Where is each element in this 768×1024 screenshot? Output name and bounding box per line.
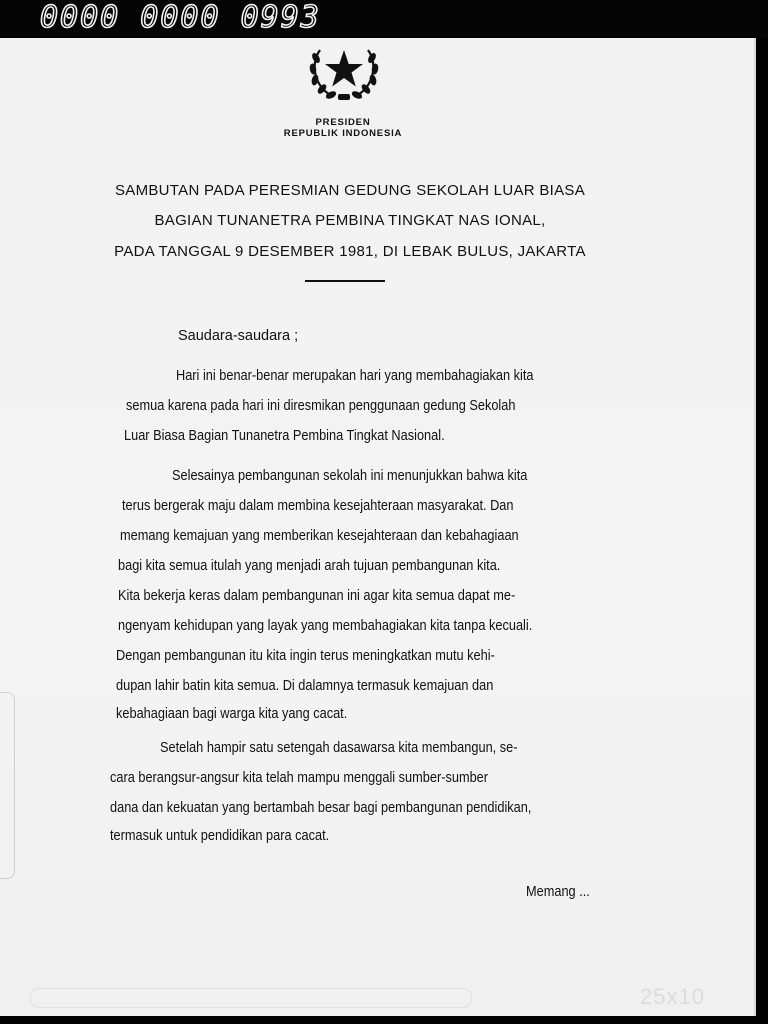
film-frame-top (0, 0, 768, 40)
paragraph-3-line: dana dan kekuatan yang bertambah besar bagi pembangunan pendidikan, (110, 800, 532, 816)
paragraph-3-line: cara berangsur-angsur kita telah mampu menggali sumber-sumber (110, 770, 489, 786)
catchword: Memang ... (526, 884, 590, 900)
scan-artifact (30, 988, 472, 1008)
salutation: Saudara-saudara ; (178, 328, 299, 344)
paragraph-1-line: semua karena pada hari ini diresmikan penggunaan gedung Sekolah (126, 398, 516, 414)
paragraph-3-line: termasuk untuk pendidikan para cacat. (110, 828, 330, 844)
presidential-emblem (302, 38, 386, 104)
title-underline (305, 280, 385, 282)
title-line-1: SAMBUTAN PADA PERESMIAN GEDUNG SEKOLAH LUAR BIASA (114, 182, 586, 199)
paragraph-1-line: Hari ini benar-benar merupakan hari yang membahagiakan kita (176, 368, 534, 384)
film-frame-right (756, 38, 768, 1024)
margin-mark (0, 692, 15, 879)
letterhead-republic: REPUBLIK INDONESIA (283, 128, 403, 139)
paragraph-2-line: Dengan pembangunan itu kita ingin terus meningkatkan mutu kehi- (116, 648, 495, 664)
paragraph-2-line: terus bergerak maju dalam membina kesejahteraan masyarakat. Dan (122, 498, 514, 514)
paragraph-2-line: kebahagiaan bagi warga kita yang cacat. (116, 706, 348, 722)
paragraph-1-line: Luar Biasa Bagian Tunanetra Pembina Tingkat Nasional. (124, 428, 445, 444)
frame-number: 0000 0000 0993 (40, 0, 321, 35)
title-line-3: PADA TANGGAL 9 DESEMBER 1981, DI LEBAK BULUS, JAKARTA (114, 243, 586, 260)
paragraph-2-line: dupan lahir batin kita semua. Di dalamnya termasuk kemajuan dan (116, 678, 494, 694)
paragraph-2-line: bagi kita semua itulah yang menjadi arah tujuan pembangunan kita. (118, 558, 501, 574)
title-line-2: BAGIAN TUNANETRA PEMBINA TINGKAT NAS IONAL, (154, 212, 546, 229)
paragraph-2-line: Kita bekerja keras dalam pembangunan ini agar kita semua dapat me- (118, 588, 516, 604)
letterhead-president: PRESIDEN (315, 117, 371, 128)
paragraph-2-line: Selesainya pembangunan sekolah ini menunjukkan bahwa kita (172, 468, 528, 484)
paragraph-3-line: Setelah hampir satu setengah dasawarsa kita membangun, se- (160, 740, 518, 756)
paragraph-2-line: ngenyam kehidupan yang layak yang membahagiakan kita tanpa kecuali. (118, 618, 533, 634)
film-frame-bottom (0, 1016, 768, 1024)
scan-stamp: 25x10 (640, 984, 705, 1009)
paragraph-2-line: memang kemajuan yang memberikan kesejahteraan dan kebahagiaan (120, 528, 519, 544)
